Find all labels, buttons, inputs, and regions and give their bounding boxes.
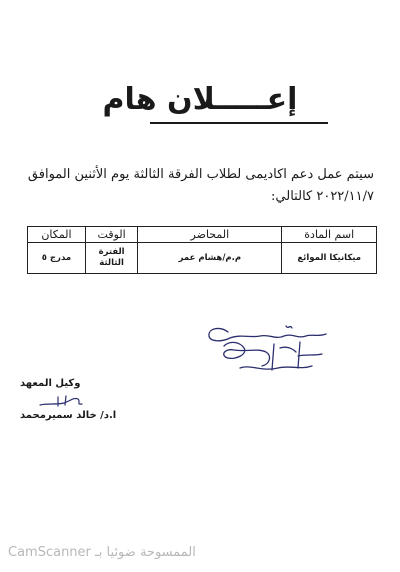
deputy-signature xyxy=(38,393,84,409)
cell-time-line-2: الثالثة xyxy=(99,258,124,268)
announcement-body xyxy=(24,164,374,208)
deputy-name: ا.د/ خالد سميرمحمد xyxy=(20,410,117,421)
intro-line-1: سيتم عمل دعم اكاديمى لطلاب الفرقة الثالثة يوم الأثنين الموافق xyxy=(27,167,374,182)
title-underline xyxy=(150,122,328,124)
cell-subject: ميكانيكا الموائع xyxy=(282,243,377,274)
deputy-title: وكيل المعهد xyxy=(20,378,81,389)
header-place: المكان xyxy=(28,227,86,243)
handwritten-signature xyxy=(200,318,332,382)
watermark-brand: CamScanner xyxy=(8,545,91,560)
header-lecturer: المحاضر xyxy=(138,227,282,243)
cell-time xyxy=(85,243,137,274)
watermark-caption: الممسوحة ضوئيا بـ xyxy=(95,545,196,560)
intro-line-2: ٢٠٢٢/١١/٧ كالتالي: xyxy=(271,189,374,204)
table-row xyxy=(28,243,377,274)
header-time: الوقت xyxy=(85,227,137,243)
announcement-title: إعـــــلان هام xyxy=(102,82,298,117)
cell-place: مدرج ٥ xyxy=(28,243,86,274)
cell-time-line-1: الفترة xyxy=(98,247,125,257)
cell-lecturer: م.م/هشام عمر xyxy=(138,243,282,274)
schedule-table xyxy=(27,226,377,274)
header-subject: اسم المادة xyxy=(282,227,377,243)
table-header-row xyxy=(28,227,377,243)
